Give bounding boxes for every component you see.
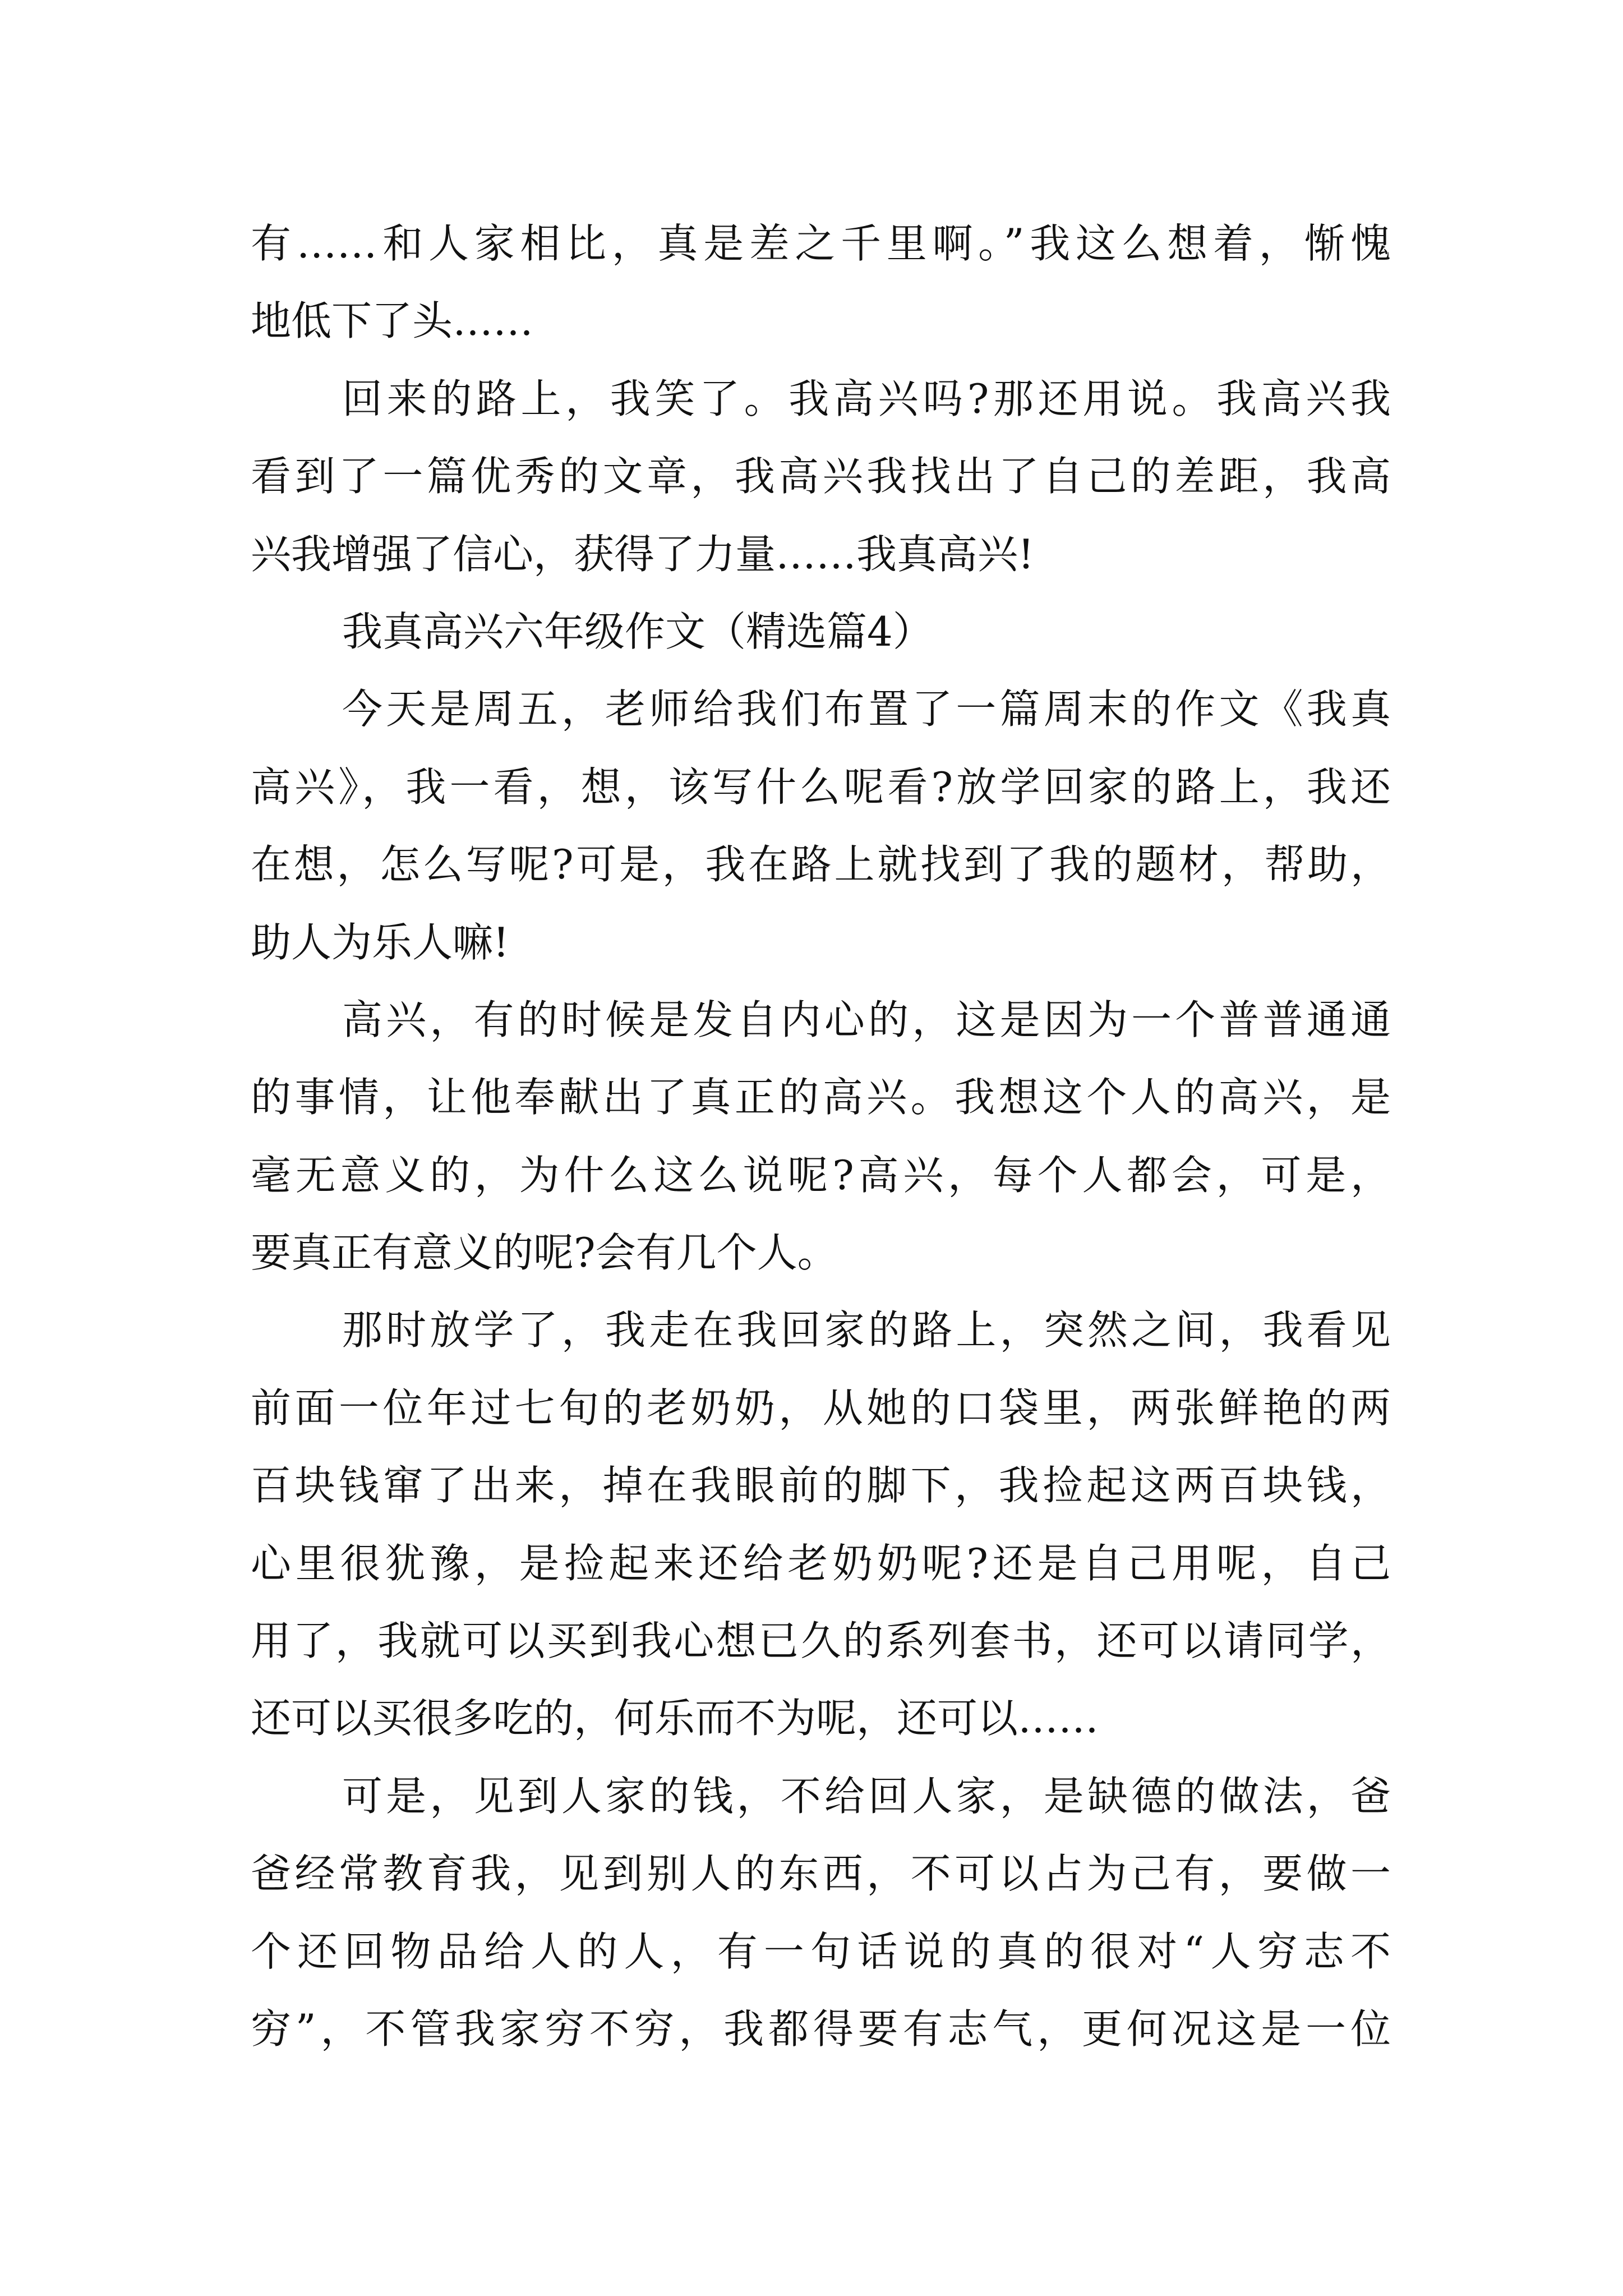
text-line: 地低下了头……	[251, 297, 534, 345]
text-line: 毫无意义的，为什么这么说呢?高兴，每个人都会，可是，	[251, 1151, 1391, 1199]
document-body	[251, 205, 1391, 2068]
text-line: 在想，怎么写呢?可是，我在路上就找到了我的题材，帮助，	[251, 841, 1391, 889]
heading-line: 我真高兴六年级作文（精选篇4）	[342, 608, 933, 655]
text-line: 今天是周五，老师给我们布置了一篇周末的作文《我真	[342, 685, 1391, 733]
text-line: 个还回物品给人的人，有一句话说的真的很对“人穷志不	[251, 1927, 1391, 1975]
text-line: 爸经常教育我，见到别人的东西，不可以占为己有，要做一	[251, 1850, 1391, 1898]
paragraph	[251, 670, 1391, 981]
text-line: 前面一位年过七旬的老奶奶，从她的口袋里，两张鲜艳的两	[251, 1384, 1391, 1432]
text-line: 那时放学了，我走在我回家的路上，突然之间，我看见	[342, 1306, 1391, 1354]
text-line: 心里很犹豫，是捡起来还给老奶奶呢?还是自己用呢，自己	[251, 1539, 1391, 1587]
section-heading	[251, 593, 1391, 670]
paragraph-continued	[251, 205, 1391, 360]
paragraph	[251, 360, 1391, 593]
text-line: 助人为乐人嘛!	[251, 918, 509, 966]
text-line: 可是，见到人家的钱，不给回人家，是缺德的做法，爸	[342, 1772, 1391, 1820]
text-line: 还可以买很多吃的，何乐而不为呢，还可以……	[251, 1695, 1099, 1742]
paragraph	[251, 1291, 1391, 1757]
text-line: 穷”，不管我家穷不穷，我都得要有志气，更何况这是一位	[251, 2005, 1391, 2053]
text-line: 看到了一篇优秀的文章，我高兴我找出了自己的差距，我高	[251, 453, 1391, 500]
text-line: 高兴》，我一看，想，该写什么呢看?放学回家的路上，我还	[251, 763, 1391, 811]
text-line: 要真正有意义的呢?会有几个人。	[251, 1229, 838, 1277]
text-line: 高兴，有的时候是发自内心的，这是因为一个普普通通	[342, 996, 1391, 1043]
text-line: 的事情，让他奉献出了真正的高兴。我想这个人的高兴，是	[251, 1074, 1391, 1121]
text-line: 百块钱窜了出来，掉在我眼前的脚下，我捡起这两百块钱，	[251, 1462, 1391, 1510]
paragraph	[251, 1757, 1391, 2068]
text-line: 兴我增强了信心，获得了力量……我真高兴!	[251, 530, 1034, 578]
text-line: 有……和人家相比，真是差之千里啊。”我这么想着，惭愧	[251, 220, 1391, 267]
text-line: 回来的路上，我笑了。我高兴吗?那还用说。我高兴我	[342, 375, 1391, 422]
paragraph	[251, 981, 1391, 1292]
text-line: 用了，我就可以买到我心想已久的系列套书，还可以请同学，	[251, 1617, 1391, 1665]
